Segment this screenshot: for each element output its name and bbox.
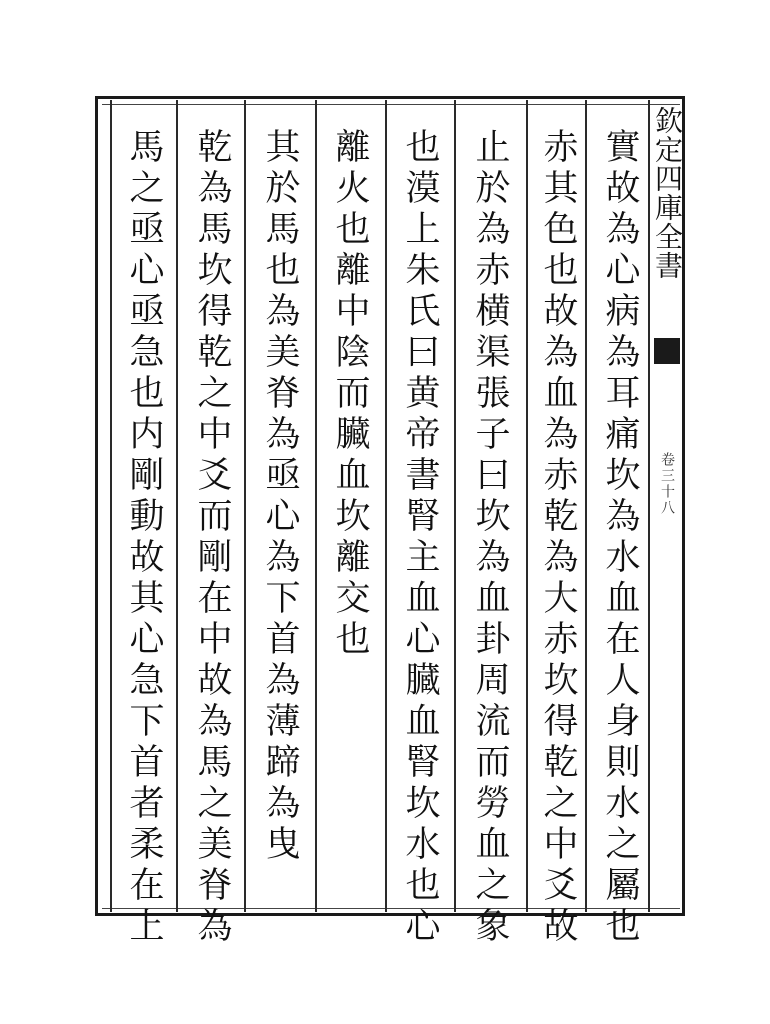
text-column-6: 其於馬也為美脊為亟心為下首為薄蹄為曳 [260,128,300,866]
text-column-1: 實故為心病為耳痛坎為水血在人身則水之屬也 [600,128,640,948]
text-column-3: 止於為赤横渠張子曰坎為血卦周流而勞血之象 [470,128,510,948]
book-title: 欽定四庫全書 [651,106,684,280]
top-rule [102,104,680,105]
column-divider [110,100,112,912]
column-divider [526,100,528,912]
text-column-2: 赤其色也故為血為赤乾為大赤坎得乾之中爻故 [538,128,578,948]
chapter-label: 卷三十八 [659,452,675,516]
text-column-4: 也漠上朱氏曰黄帝書腎主血心臓血腎坎水也心 [400,128,440,948]
edge-divider [648,100,650,912]
column-divider [176,100,178,912]
column-divider [385,100,387,912]
column-divider [315,100,317,912]
column-divider [244,100,246,912]
text-column-5: 離火也離中陰而臟血坎離交也 [330,128,370,661]
fishtail-mark [654,338,680,364]
text-column-8: 馬之亟心亟急也内剛動故其心急下首者柔在上 [124,128,164,948]
text-column-7: 乾為馬坎得乾之中爻而剛在中故為馬之美脊為 [192,128,232,948]
column-divider [454,100,456,912]
